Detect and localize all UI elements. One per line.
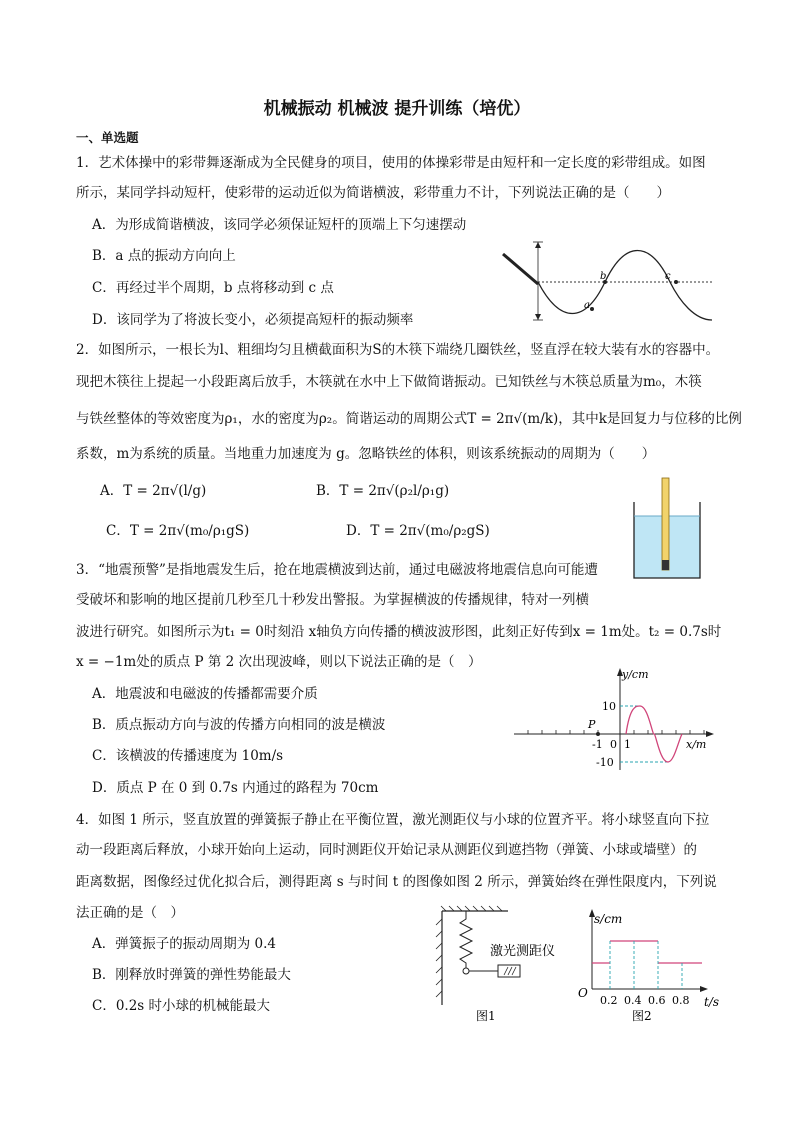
y-tick-10: 10 [602, 700, 616, 713]
x-tick-neg1: -1 [592, 738, 603, 751]
q3-option-a: A．地震波和电磁波的传播都需要介质 [92, 686, 318, 702]
q2-option-b: B．T = 2π√(ρ₂l/ρ₁g) [316, 483, 450, 499]
q2-option-c: C．T = 2π√(m₀/ρ₁gS) [106, 523, 250, 539]
ribbon-wave [538, 251, 712, 321]
s-t-curve [592, 941, 702, 963]
q1-option-b: B．a 点的振动方向向上 [92, 248, 236, 264]
q2-stem-line-3: 与铁丝整体的等效密度为ρ₁，水的密度为ρ₂。简谐运动的周期公式T = 2π√(m/k)，其中k是回复力与位移的比例 [76, 411, 742, 427]
point-p-label: P [588, 718, 596, 731]
t-tick-label: 0.6 [648, 994, 666, 1007]
stick-icon [503, 254, 538, 284]
ball-icon [463, 968, 469, 974]
q4-stem-line-3: 距离数据，图像经过优化拟合后，测得距离 s 与时间 t 的图像如图 2 所示，弹簧始终在弹性限度内，下列说 [76, 874, 717, 890]
q3-option-d: D．质点 P 在 0 到 0.7s 内通过的路程为 70cm [92, 780, 379, 796]
q1-stem-line-1: 1．艺术体操中的彩带舞逐渐成为全民健身的项目，使用的体操彩带是由短杆和一定长度的彩带组成。如图 [76, 155, 706, 171]
q2-floating-chopstick-figure [630, 476, 705, 581]
point-b-label: b [600, 271, 607, 282]
t-tick-label: 0.4 [624, 994, 642, 1007]
x-tick-1: 1 [624, 738, 631, 751]
point-p [596, 732, 600, 736]
q1-option-d: D．该同学为了将波长变小，必须提高短杆的振动频率 [92, 312, 414, 328]
section-heading: 一、单选题 [76, 130, 139, 145]
iron-wire-icon [662, 560, 669, 570]
page-title: 机械振动 机械波 提升训练（培优） [263, 99, 531, 119]
t-tick-label: 0.2 [600, 994, 618, 1007]
y-tick-neg10: -10 [596, 756, 614, 769]
x-axis-label: x/m [686, 738, 707, 751]
t-axis-label: t/s [704, 995, 720, 1009]
q3-stem-line-4: x = −1m处的质点 P 第 2 次出现波峰，则以下说法正确的是（ ） [76, 654, 482, 670]
q4-stem-line-1: 4．如图 1 所示，竖直放置的弹簧振子静止在平衡位置，激光测距仪与小球的位置齐平。将小球竖直向下拉 [76, 812, 710, 828]
q3-option-b: B．质点振动方向与波的传播方向相同的波是横波 [92, 717, 386, 733]
spring-icon [460, 911, 472, 969]
chopstick-icon [662, 478, 669, 570]
q4-figure-1 [428, 905, 578, 1027]
x-tick-0: 0 [610, 738, 617, 751]
figure-2-caption: 图2 [632, 1009, 652, 1023]
q1-ribbon-wave-figure [500, 232, 715, 327]
q4-option-b: B．刚释放时弹簧的弹性势能最大 [92, 967, 291, 983]
point-c-label: c [665, 271, 671, 282]
q2-option-a: A．T = 2π√(l/g) [100, 483, 207, 499]
point-a-label: a [584, 300, 590, 311]
q2-stem-line-1: 2．如图所示，一根长为l、粗细均匀且横截面积为S的木筷下端绕几圈铁丝，竖直浮在较大装有水的容器中。 [76, 342, 720, 358]
q1-stem-line-2: 所示，某同学抖动短杆，使彩带的运动近似为简谐横波，彩带重力不计，下列说法正确的是（ ） [76, 185, 670, 201]
q3-stem-line-3: 波进行研究。如图所示为t₁ = 0时刻沿 x轴负方向传播的横波波形图，此刻正好传到x = 1m处。t₂ = 0.7s时 [76, 624, 722, 640]
q4-option-a: A．弹簧振子的振动周期为 0.4 [92, 936, 277, 952]
q3-option-c: C．该横波的传播速度为 10m/s [92, 748, 284, 764]
q4-stem-line-2: 动一段距离后释放，小球开始向上运动，同时测距仪开始记录从测距仪到遮挡物（弹簧、小球或墙壁）的 [76, 842, 697, 858]
q2-option-d: D．T = 2π√(m₀/ρ₂gS) [346, 523, 490, 539]
q2-stem-line-2: 现把木筷往上提起一小段距离后放手，木筷就在水中上下做简谐振动。已知铁丝与木筷总质量为m₀，木筷 [76, 374, 702, 390]
q3-stem-line-1: 3．“地震预警”是指地震发生后，抢在地震横波到达前，通过电磁波将地震信息向可能遭 [76, 562, 598, 578]
figure-1-caption: 图1 [476, 1009, 496, 1023]
q3-wave-graph [510, 664, 720, 776]
q4-option-c: C．0.2s 时小球的机械能最大 [92, 998, 271, 1014]
q1-option-c: C．再经过半个周期，b 点将移动到 c 点 [92, 280, 334, 296]
q1-option-a: A．为形成简谐横波，该同学必须保证短杆的顶端上下匀速摆动 [92, 217, 467, 233]
q3-stem-line-2: 受破坏和影响的地区提前几秒至几十秒发出警报。为掌握横波的传播规律，特对一列横 [76, 592, 589, 608]
origin-label: O [578, 986, 588, 1000]
t-tick-label: 0.8 [672, 994, 690, 1007]
q4-stem-line-4: 法正确的是（ ） [76, 905, 184, 921]
q2-stem-line-4: 系数，m为系统的质量。当地重力加速度为 g。忽略铁丝的体积，则该系统振动的周期为（ ） [76, 446, 656, 462]
q4-figure-2 [578, 905, 728, 1027]
y-axis-label: y/cm [622, 668, 649, 681]
laser-rangefinder-icon [498, 965, 520, 977]
s-axis-label: s/cm [594, 912, 623, 926]
rangefinder-label: 激光测距仪 [490, 944, 556, 959]
